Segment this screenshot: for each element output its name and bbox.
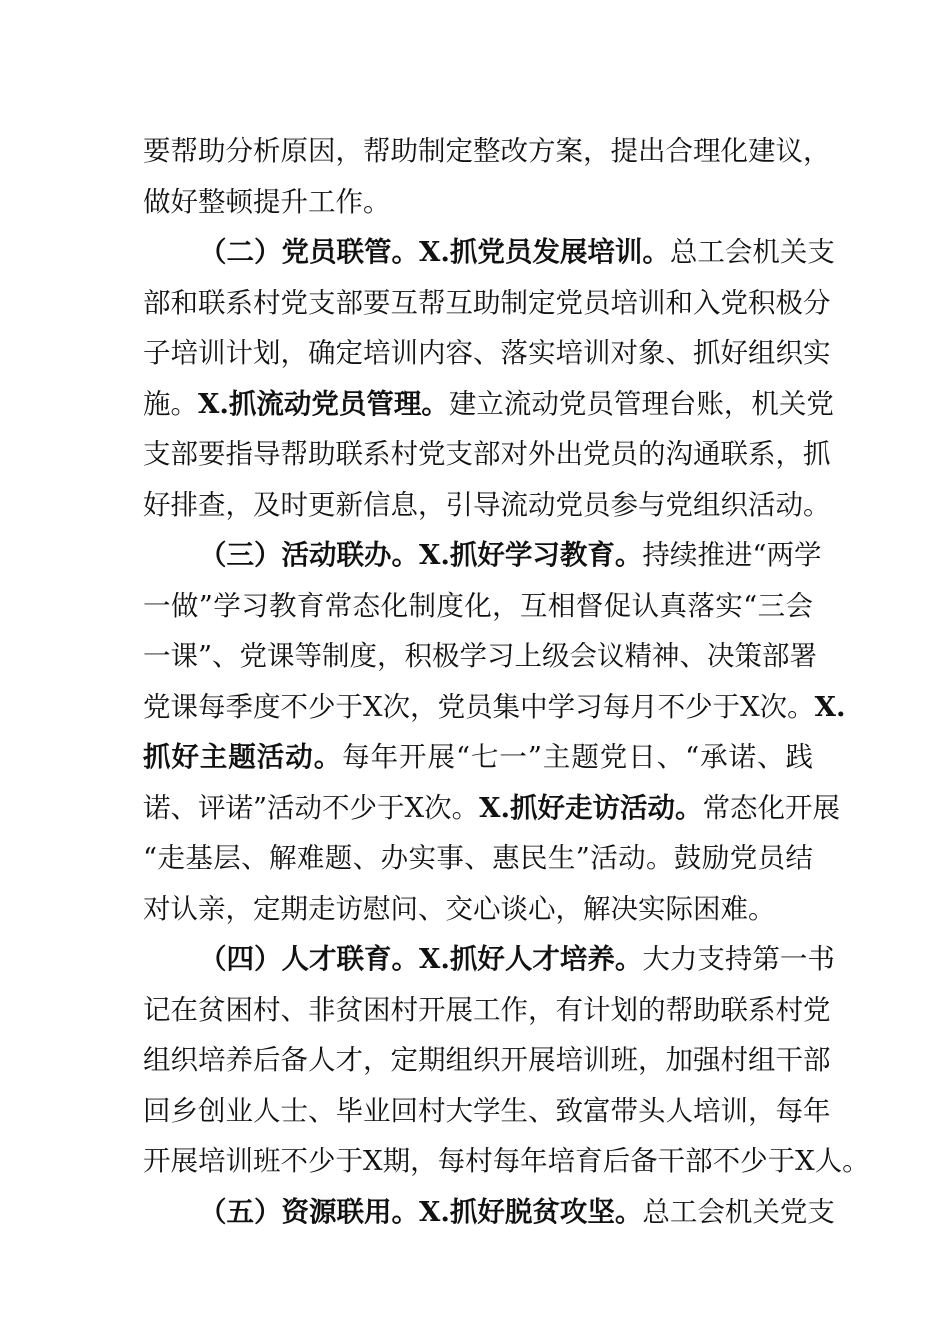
text-line [143, 530, 822, 581]
text-line [143, 227, 835, 278]
body-text: 每年开展“七一”主题党日、“承诺、践 [342, 741, 813, 773]
text-line [143, 1035, 831, 1086]
body-text: “走基层、解难题、办实事、惠民生”活动。鼓励党员结 [143, 842, 813, 874]
bold-heading-text: （五）资源联用。X.抓好脱贫攻坚。 [199, 1195, 643, 1228]
body-text: 党课每季度不少于X次，党员集中学习每月不少于X次。 [143, 690, 815, 723]
body-text: 组织培养后备人才，定期组织开展培训班，加强村组干部 [143, 1044, 831, 1076]
body-text: 建立流动党员管理台账，机关党 [448, 387, 834, 420]
text-line [143, 278, 831, 329]
bold-heading-text: （二）党员联管。X.抓党员发展培训。 [199, 236, 670, 268]
bold-heading-text: 抓好主题活动。 [143, 741, 343, 773]
text-line [143, 1136, 870, 1187]
body-text: 一课”、党课等制度，积极学习上级会议精神、决策部署 [143, 640, 818, 672]
body-text: 常态化开展 [702, 791, 841, 824]
text-line [143, 884, 813, 935]
text-line [143, 328, 831, 379]
body-text: 持续推进“两学 [642, 539, 822, 571]
text-line [143, 429, 831, 480]
bold-heading-text: X.抓流动党员管理。 [198, 387, 449, 420]
body-text: 好排查，及时更新信息，引导流动党员参与党组织活动。 [143, 488, 831, 521]
body-text: 施。 [143, 387, 198, 420]
body-text: 记在贫困村、非贫困村开展工作，有计划的帮助联系村党 [143, 993, 831, 1026]
bold-heading-text: （三）活动联办。X.抓好学习教育。 [199, 539, 643, 571]
text-line [143, 732, 813, 783]
body-text: 一做”学习教育常态化制度化，互相督促认真落实“三会 [143, 589, 813, 622]
body-text: 回乡创业人士、毕业回村大学生、致富带头人培训，每年 [143, 1094, 831, 1127]
text-line [143, 985, 831, 1036]
body-text: 做好整顿提升工作。 [143, 185, 391, 218]
text-line [143, 1086, 831, 1137]
body-text: 开展培训班不少于X期，每村每年培育后备干部不少于X人。 [143, 1145, 870, 1177]
text-line [143, 581, 813, 632]
body-text: 支部要指导帮助联系村党支部对外出党员的沟通联系，抓 [143, 438, 831, 470]
body-text: 要帮助分析原因，帮助制定整改方案，提出合理化建议， [143, 135, 831, 167]
text-line [143, 177, 813, 228]
body-text: 总工会机关支 [669, 236, 835, 268]
text-line [143, 833, 813, 884]
document-body [143, 126, 870, 1237]
body-text: 诺、评诺”活动不少于X次。 [143, 791, 480, 824]
text-line [143, 783, 841, 834]
text-line [143, 379, 834, 430]
text-line [143, 480, 831, 531]
body-text: 大力支持第一书 [642, 943, 835, 975]
body-text: 部和联系村党支部要互帮互助制定党员培训和入党积极分 [143, 286, 831, 319]
bold-heading-text: （四）人才联育。X.抓好人才培养。 [199, 943, 643, 975]
text-line [143, 126, 831, 177]
text-line [143, 934, 835, 985]
bold-heading-text: X.抓好走访活动。 [479, 791, 703, 824]
bold-heading-text: X. [814, 690, 846, 723]
text-line [143, 631, 818, 682]
body-text: 总工会机关党支 [642, 1195, 835, 1228]
text-line [143, 682, 846, 733]
body-text: 子培训计划，确定培训内容、落实培训对象、抓好组织实 [143, 337, 831, 369]
body-text: 对认亲，定期走访慰问、交心谈心，解决实际困难。 [143, 892, 776, 925]
text-line [143, 1187, 835, 1238]
